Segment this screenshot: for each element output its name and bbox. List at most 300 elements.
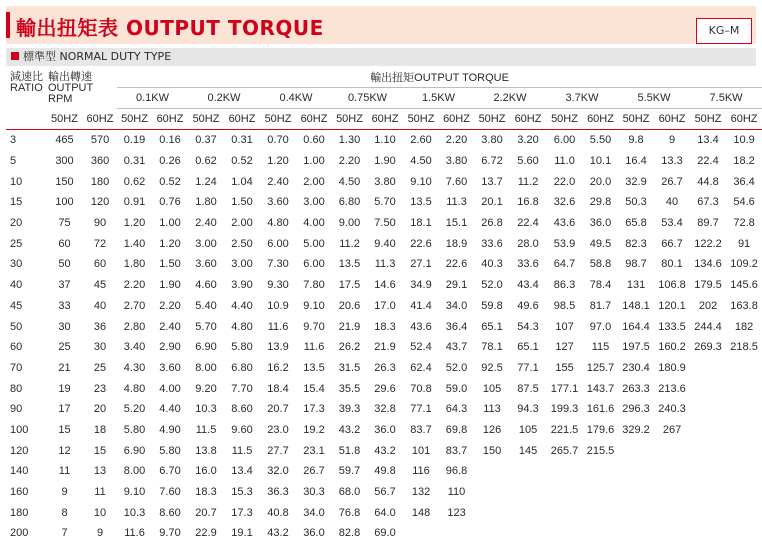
torque-cell: 5.00: [303, 237, 325, 250]
hz-header: 60HZ: [510, 109, 546, 130]
torque-cell: [510, 482, 546, 503]
torque-cell: 213.6: [658, 382, 686, 395]
torque-cell: 34.0: [445, 299, 468, 312]
torque-cell: 6.90: [123, 444, 146, 457]
torque-cell: 13.5: [338, 258, 361, 271]
torque-cell: 67.3: [697, 196, 719, 209]
rpm-cell: 100: [55, 196, 74, 209]
torque-cell: 0.76: [159, 196, 181, 209]
torque-cell: 0.16: [159, 134, 181, 147]
torque-cell: 110: [447, 486, 466, 499]
torque-cell: 2.60: [410, 134, 432, 147]
ratio-cell: 80: [10, 382, 23, 395]
torque-cell: 120.1: [658, 299, 686, 312]
torque-cell: 109.2: [730, 258, 758, 271]
hz-header: 60HZ: [224, 109, 260, 130]
torque-cell: 31.5: [338, 361, 361, 374]
torque-cell: 240.3: [658, 403, 686, 416]
torque-cell: 3.80: [445, 155, 468, 168]
torque-cell: [690, 358, 726, 379]
rpm-cell: 11: [58, 465, 71, 478]
torque-cell: 105: [518, 423, 538, 436]
ratio-cell: 180: [10, 506, 29, 519]
hz-header: 50HZ: [474, 109, 510, 130]
torque-cell: 36.0: [589, 217, 612, 230]
torque-cell: 10.9: [267, 299, 289, 312]
hz-header: 50HZ: [690, 109, 726, 130]
torque-cell: 2.20: [445, 134, 468, 147]
torque-cell: [654, 461, 690, 482]
section-heading: [6, 48, 756, 66]
torque-cell: 17.3: [303, 403, 325, 416]
rpm-cell: 180: [90, 175, 110, 188]
torque-cell: 145.6: [730, 279, 758, 292]
torque-cell: 32.9: [625, 175, 647, 188]
torque-cell: 17.3: [231, 506, 253, 519]
page-title: 輸出扭矩表 OUTPUT TORQUE: [16, 16, 324, 40]
torque-cell: 97.0: [589, 320, 612, 333]
ratio-cell: 100: [10, 423, 29, 436]
rpm-cell: 15: [93, 444, 107, 457]
torque-cell: 26.8: [481, 217, 503, 230]
torque-cell: 179.6: [586, 423, 615, 436]
torque-cell: 5.80: [159, 444, 181, 457]
torque-cell: [726, 502, 762, 523]
torque-cell: 2.90: [159, 341, 181, 354]
torque-cell: 6.00: [553, 134, 576, 147]
torque-cell: 8.60: [231, 403, 253, 416]
torque-cell: 10.3: [123, 506, 146, 519]
torque-cell: 4.40: [231, 299, 253, 312]
torque-cell: 329.2: [622, 423, 650, 436]
torque-cell: 113: [483, 403, 501, 416]
torque-cell: 16.2: [267, 361, 289, 374]
torque-cell: 197.5: [622, 341, 650, 354]
power-header: 3.7KW: [546, 88, 618, 109]
table-row: [6, 254, 762, 275]
torque-cell: [403, 523, 439, 544]
ratio-cell: 70: [10, 361, 23, 374]
torque-cell: [474, 482, 510, 503]
torque-cell: 92.5: [481, 361, 503, 374]
torque-cell: 0.52: [159, 175, 181, 188]
torque-cell: 2.20: [123, 279, 146, 292]
torque-cell: 11.6: [303, 341, 325, 354]
torque-cell: 1.90: [374, 155, 396, 168]
torque-cell: [654, 440, 690, 461]
torque-cell: 16.8: [517, 196, 539, 209]
torque-cell: 70.8: [410, 382, 432, 395]
torque-cell: 0.37: [195, 134, 217, 147]
torque-cell: 65.8: [625, 217, 647, 230]
torque-cell: 9.10: [303, 299, 325, 312]
torque-cell: 5.40: [195, 299, 217, 312]
torque-cell: 68.0: [338, 486, 361, 499]
ratio-cell: 20: [10, 217, 23, 230]
torque-cell: 22.4: [517, 217, 539, 230]
table-row: [6, 523, 762, 544]
torque-cell: 215.5: [586, 444, 615, 457]
torque-cell: 115: [591, 341, 610, 354]
speed-header: [46, 67, 117, 109]
hz-header: 60HZ: [654, 109, 690, 130]
rpm-cell: 75: [58, 217, 71, 230]
torque-cell: 15.4: [303, 382, 325, 395]
torque-cell: 35.5: [338, 382, 361, 395]
section-marker-icon: [11, 52, 19, 60]
torque-cell: 2.00: [231, 217, 253, 230]
torque-cell: 0.62: [195, 155, 217, 168]
torque-cell: 143.7: [586, 382, 615, 395]
torque-cell: 164.4: [622, 320, 650, 333]
torque-cell: 218.5: [730, 341, 758, 354]
torque-cell: 4.00: [303, 217, 325, 230]
torque-cell: 43.4: [517, 279, 539, 292]
torque-cell: 9.00: [338, 217, 361, 230]
rpm-cell: 60: [93, 258, 107, 271]
torque-cell: [583, 461, 618, 482]
rpm-cell: 465: [55, 134, 74, 147]
torque-cell: 21.9: [374, 341, 396, 354]
torque-cell: 132: [411, 486, 431, 499]
torque-cell: 2.80: [123, 320, 146, 333]
torque-cell: 4.90: [159, 423, 181, 436]
torque-cell: [690, 502, 726, 523]
torque-cell: 9.70: [303, 320, 325, 333]
torque-cell: 78.1: [481, 341, 503, 354]
rpm-cell: 30: [93, 341, 107, 354]
torque-cell: 34.0: [303, 506, 325, 519]
torque-cell: 44.8: [697, 175, 719, 188]
torque-cell: 6.90: [195, 341, 217, 354]
torque-cell: 13.9: [267, 341, 289, 354]
rpm-cell: 120: [90, 196, 110, 209]
torque-cell: 58.8: [589, 258, 612, 271]
torque-cell: 180.9: [658, 361, 686, 374]
torque-cell: 20.1: [481, 196, 503, 209]
torque-cell: 87.5: [517, 382, 539, 395]
torque-cell: 36.0: [303, 527, 325, 540]
torque-cell: 17.5: [338, 279, 361, 292]
torque-cell: 9.60: [231, 423, 253, 436]
ratio-cell: 3: [10, 134, 17, 147]
torque-cell: [474, 502, 510, 523]
hz-header: 60HZ: [583, 109, 618, 130]
torque-cell: 34.9: [410, 279, 432, 292]
torque-cell: 107: [555, 320, 574, 333]
ratio-cell: 40: [10, 279, 23, 292]
hz-header: 50HZ: [188, 109, 224, 130]
torque-cell: 150: [482, 444, 502, 457]
table-row: [6, 378, 762, 399]
torque-cell: 263.3: [622, 382, 650, 395]
torque-cell: 59.8: [481, 299, 503, 312]
torque-cell: 122.2: [694, 237, 722, 250]
torque-cell: 148.1: [622, 299, 650, 312]
torque-cell: 125.7: [586, 361, 615, 374]
torque-cell: 53.9: [553, 237, 576, 250]
torque-cell: 49.8: [374, 465, 396, 478]
torque-cell: 2.40: [195, 217, 217, 230]
torque-cell: 127: [555, 341, 574, 354]
torque-cell: 40.3: [481, 258, 503, 271]
torque-cell: [654, 482, 690, 503]
torque-cell: 91: [737, 237, 751, 250]
torque-cell: 65.1: [481, 320, 503, 333]
torque-cell: [546, 502, 583, 523]
torque-cell: 23.1: [303, 444, 325, 457]
torque-cell: 0.70: [267, 134, 289, 147]
ratio-cell: 140: [10, 465, 29, 478]
torque-cell: 16.4: [625, 155, 647, 168]
torque-cell: [690, 523, 726, 544]
torque-cell: [726, 440, 762, 461]
table-row: [6, 213, 762, 234]
torque-cell: 18.9: [445, 237, 468, 250]
torque-cell: 40: [665, 196, 679, 209]
torque-cell: 20.7: [267, 403, 289, 416]
torque-cell: [546, 523, 583, 544]
torque-cell: 22.9: [195, 527, 217, 540]
torque-cell: 96.8: [445, 465, 468, 478]
torque-cell: [583, 523, 618, 544]
table-row: [6, 275, 762, 296]
rpm-cell: 21: [58, 361, 71, 374]
torque-cell: 52.0: [445, 361, 468, 374]
rpm-cell: 7: [61, 527, 68, 540]
torque-cell: 1.80: [195, 196, 217, 209]
torque-cell: [510, 502, 546, 523]
torque-cell: 6.72: [481, 155, 503, 168]
torque-cell: 21.9: [338, 320, 361, 333]
torque-cell: 54.6: [733, 196, 755, 209]
torque-cell: 11.5: [195, 423, 217, 436]
power-header: 1.5KW: [403, 88, 474, 109]
torque-cell: 182: [734, 320, 754, 333]
rpm-cell: 23: [93, 382, 107, 395]
torque-cell: 8.00: [195, 361, 217, 374]
torque-cell: 6.80: [338, 196, 361, 209]
table-row: [6, 440, 762, 461]
torque-cell: 9.10: [123, 486, 146, 499]
torque-cell: 6.80: [231, 361, 253, 374]
torque-cell: 53.4: [661, 217, 683, 230]
torque-cell: 265.7: [550, 444, 579, 457]
table-row: [6, 296, 762, 317]
hz-header: 50HZ: [117, 109, 152, 130]
torque-cell: 1.20: [159, 237, 181, 250]
torque-cell: 2.40: [159, 320, 181, 333]
torque-cell: 36.3: [267, 486, 289, 499]
torque-cell: [474, 523, 510, 544]
rpm-cell: 570: [90, 134, 110, 147]
rpm-cell: 60: [58, 237, 71, 250]
torque-cell: 36.4: [445, 320, 468, 333]
torque-cell: 64.7: [553, 258, 576, 271]
torque-cell: 1.20: [123, 217, 146, 230]
rpm-cell: 10: [93, 506, 107, 519]
torque-cell: 1.20: [267, 155, 289, 168]
rpm-cell: 90: [93, 217, 107, 230]
torque-cell: 1.50: [159, 258, 181, 271]
torque-cell: 76.8: [338, 506, 361, 519]
torque-cell: 16.0: [195, 465, 217, 478]
torque-cell: 9.70: [159, 527, 181, 540]
torque-cell: 7.30: [267, 258, 289, 271]
torque-cell: 77.1: [517, 361, 539, 374]
torque-cell: 19.2: [303, 423, 325, 436]
torque-cell: 4.30: [123, 361, 146, 374]
table-row: [6, 502, 762, 523]
torque-cell: [583, 482, 618, 503]
rpm-cell: 72: [93, 237, 107, 250]
torque-cell: 13.5: [303, 361, 325, 374]
torque-cell: 221.5: [550, 423, 579, 436]
torque-cell: 10.1: [589, 155, 612, 168]
torque-cell: 1.00: [303, 155, 325, 168]
torque-cell: [690, 420, 726, 441]
rpm-cell: 9: [96, 527, 104, 540]
torque-cell: 82.8: [338, 527, 361, 540]
torque-cell: 244.4: [694, 320, 722, 333]
torque-cell: 3.00: [195, 237, 217, 250]
torque-cell: 10.9: [733, 134, 755, 147]
ratio-cell: 30: [10, 258, 23, 271]
power-header: 5.5KW: [618, 88, 690, 109]
hz-header: 50HZ: [260, 109, 296, 130]
power-header: 0.2KW: [188, 88, 260, 109]
torque-cell: 22.6: [410, 237, 432, 250]
table-row: [6, 482, 762, 503]
torque-cell: 10.3: [195, 403, 217, 416]
torque-cell: 2.00: [303, 175, 325, 188]
torque-cell: 11.6: [267, 320, 289, 333]
torque-cell: 179.5: [694, 279, 722, 292]
torque-cell: 69.0: [374, 527, 396, 540]
torque-cell: 80.1: [661, 258, 683, 271]
torque-cell: 145: [518, 444, 538, 457]
torque-cell: 40.8: [267, 506, 289, 519]
title-accent-bar: [6, 12, 10, 38]
torque-cell: 1.00: [159, 217, 181, 230]
torque-table: [6, 67, 762, 544]
torque-cell: 3.20: [517, 134, 539, 147]
rpm-cell: 30: [58, 320, 71, 333]
torque-cell: 3.80: [374, 175, 396, 188]
torque-cell: 2.50: [231, 237, 253, 250]
torque-cell: 3.60: [195, 258, 217, 271]
torque-cell: 3.60: [267, 196, 289, 209]
torque-cell: 81.7: [589, 299, 612, 312]
torque-cell: 0.91: [123, 196, 146, 209]
table-row: [6, 151, 762, 172]
hz-header-blank: [6, 109, 46, 130]
hz-header: 60HZ: [367, 109, 403, 130]
torque-cell: 7.50: [374, 217, 396, 230]
torque-cell: [510, 461, 546, 482]
torque-cell: 65.1: [517, 341, 539, 354]
power-header: 7.5KW: [690, 88, 762, 109]
torque-cell: 2.40: [267, 175, 289, 188]
torque-cell: [726, 399, 762, 420]
torque-cell: [510, 523, 546, 544]
torque-cell: 269.3: [694, 341, 722, 354]
torque-cell: 50.3: [625, 196, 647, 209]
torque-cell: 14.6: [374, 279, 396, 292]
torque-cell: 155: [555, 361, 574, 374]
ratio-cell: 50: [10, 320, 23, 333]
torque-cell: 296.3: [622, 403, 650, 416]
torque-cell: 11.0: [554, 155, 575, 168]
rpm-cell: 13: [93, 465, 107, 478]
torque-cell: 64.0: [374, 506, 396, 519]
torque-cell: [726, 523, 762, 544]
torque-cell: 3.00: [303, 196, 325, 209]
torque-cell: 13.5: [410, 196, 432, 209]
torque-cell: 2.20: [338, 155, 361, 168]
torque-cell: 9.30: [267, 279, 289, 292]
torque-cell: 4.00: [159, 382, 181, 395]
ratio-cell: 160: [10, 486, 29, 499]
power-header: 0.1KW: [117, 88, 188, 109]
torque-cell: [726, 420, 762, 441]
torque-cell: 7.70: [231, 382, 253, 395]
torque-cell: 29.8: [589, 196, 612, 209]
torque-cell: 43.2: [374, 444, 396, 457]
torque-cell: 4.50: [410, 155, 432, 168]
rpm-cell: 360: [90, 155, 110, 168]
torque-cell: 13.8: [195, 444, 217, 457]
torque-cell: 134.6: [694, 258, 722, 271]
torque-cell: [618, 461, 654, 482]
torque-cell: 1.40: [123, 237, 146, 250]
torque-cell: 8.60: [159, 506, 181, 519]
rpm-cell: 17: [58, 403, 71, 416]
ratio-cell: 25: [10, 237, 23, 250]
hz-header: 60HZ: [296, 109, 332, 130]
torque-cell: 13.4: [231, 465, 253, 478]
torque-cell: 13.3: [661, 155, 683, 168]
torque-cell: 3.90: [231, 279, 253, 292]
torque-cell: 98.5: [553, 299, 576, 312]
torque-cell: 59.0: [445, 382, 468, 395]
torque-cell: [690, 482, 726, 503]
torque-cell: 161.6: [586, 403, 615, 416]
ratio-cell: 60: [10, 341, 23, 354]
torque-cell: 27.7: [267, 444, 289, 457]
torque-cell: 11.2: [517, 175, 539, 188]
rpm-cell: 37: [58, 279, 71, 292]
power-header: 0.4KW: [260, 88, 332, 109]
torque-cell: 9.8: [628, 134, 644, 147]
rpm-cell: 15: [58, 423, 71, 436]
ratio-header-zh: 減速比: [10, 71, 43, 83]
torque-cell: [546, 461, 583, 482]
torque-cell: 26.7: [661, 175, 683, 188]
torque-cell: 33.6: [517, 258, 539, 271]
torque-cell: 32.6: [553, 196, 576, 209]
torque-cell: 3.60: [159, 361, 181, 374]
torque-cell: 105: [482, 382, 502, 395]
torque-cell: 62.4: [410, 361, 432, 374]
torque-cell: 26.3: [374, 361, 396, 374]
torque-cell: [583, 502, 618, 523]
torque-cell: 11.3: [446, 196, 467, 209]
torque-cell: 1.30: [338, 134, 361, 147]
ratio-cell: 10: [10, 175, 23, 188]
torque-cell: [726, 358, 762, 379]
torque-cell: 52.4: [410, 341, 432, 354]
